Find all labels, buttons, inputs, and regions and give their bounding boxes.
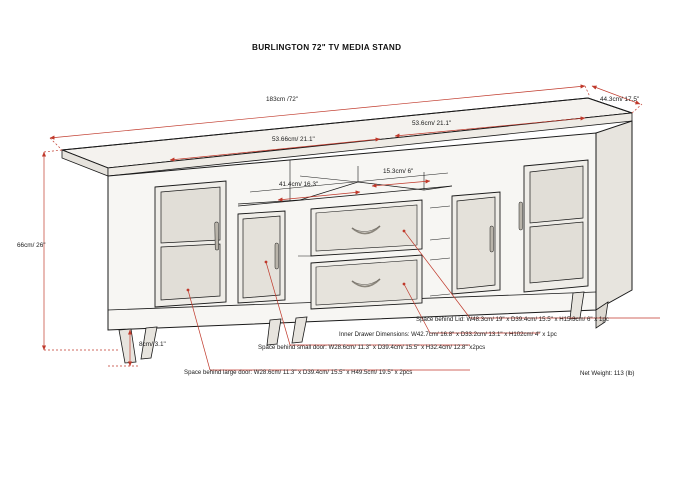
net-weight-label: Net Weight: 113 (lb): [580, 370, 635, 377]
page-title: BURLINGTON 72" TV MEDIA STAND: [252, 43, 402, 52]
dimension-leg-height: 8cm/ 3.1": [139, 341, 166, 348]
dimension-opening-tall: 15.3cm/ 6": [383, 168, 414, 175]
dimension-opening-wide: 41.4cm/ 16.3": [279, 181, 319, 188]
dimension-overall-width: 183cm /72": [266, 96, 299, 103]
note-inner-drawer-dimensions: Inner Drawer Dimensions: W42.7cm/ 16.8" x D33.2cm/ 13.1" x H102cm/ 4" x 1pc: [339, 331, 557, 338]
note-space-behind-small-door: Space behind small door: W28.6cm/ 11.3" x D39.4cm/ 15.5" x H32.4cm/ 12.8" x2pcs: [258, 344, 486, 351]
cabinet-illustration: [62, 98, 632, 363]
note-space-behind-large-door: Space behind large door: W28.6cm/ 11.3" x D39.4cm/ 15.5" x H49.5cm/ 19.5" x 2pcs: [184, 369, 413, 376]
dimension-section-left: 53.66cm/ 21.1": [272, 136, 315, 143]
dimension-overall-depth: 44.3cm/ 17.5": [600, 96, 640, 103]
dimension-overall-height: 66cm/ 26": [17, 242, 46, 249]
note-space-behind-lid: Space behind Lid: W48.3cm/ 19" x D39.4cm/ 15.5" x H15.3cm/ 6" x 1pc: [416, 316, 609, 323]
dimension-section-right: 53.6cm/ 21.1": [412, 120, 452, 127]
